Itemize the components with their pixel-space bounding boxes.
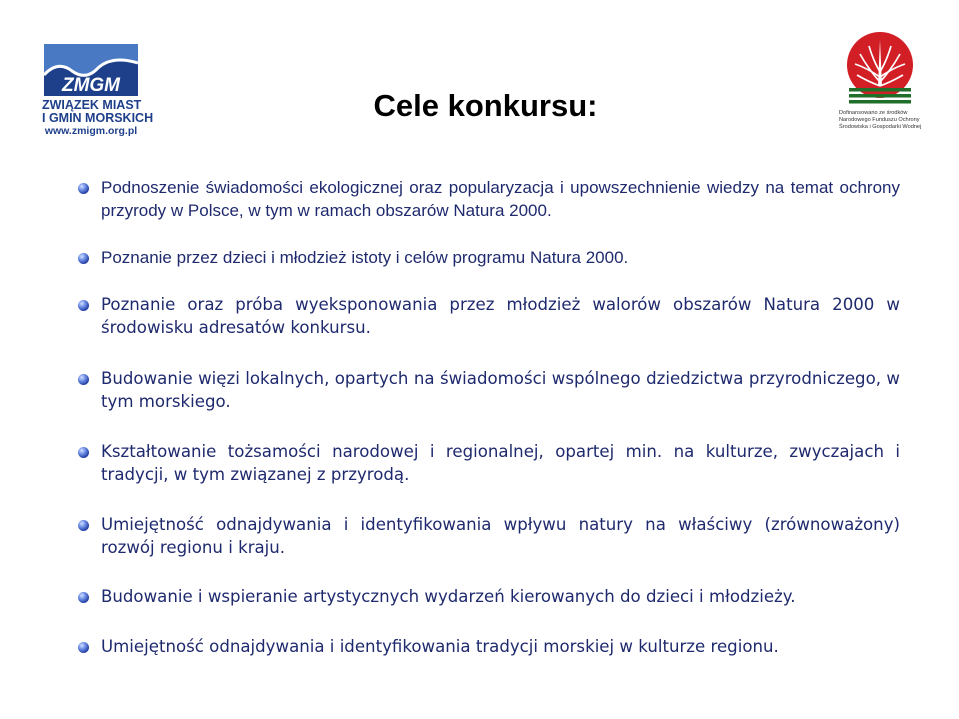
zmgm-acronym: ZMGM [61, 75, 121, 96]
zmgm-url: www.zmigm.org.pl [44, 125, 138, 137]
list-item-text: Budowanie więzi lokalnych, opartych na świadomości wspólnego dziedzictwa przyrodniczego, w tym morskiego. [101, 369, 900, 411]
list-item [78, 513, 900, 559]
list-item [78, 585, 900, 608]
list-item-text: Poznanie oraz próba wyeksponowania przez młodzież walorów obszarów Natura 2000 w środowisku adresatów konkursu. [101, 295, 900, 337]
list-item-text: Podnoszenie świadomości ekologicznej oraz popularyzacja i upowszechnienie wiedzy na temat ochrony przyrody w Polsce, w tym w ramach obszarów Natura 2000. [101, 178, 900, 220]
list-item [78, 440, 900, 486]
list-item [78, 367, 900, 413]
nfosigw-caption-line: Narodowego Funduszu Ochrony [839, 117, 920, 123]
list-item-text: Umiejętność odnajdywania i identyfikowania tradycji morskiej w kulturze regionu. [101, 637, 779, 656]
bullet-icon [78, 520, 89, 531]
nfosigw-caption-line: Środowiska i Gospodarki Wodnej [839, 124, 922, 130]
bullet-icon [78, 300, 89, 311]
bullet-icon [78, 183, 89, 194]
zmgm-name-line2: I GMIN MORSKICH [42, 111, 154, 125]
bullet-icon [78, 447, 89, 458]
list-item [78, 246, 900, 269]
bullet-icon [78, 253, 89, 264]
bullet-icon [78, 642, 89, 653]
list-item-text: Umiejętność odnajdywania i identyfikowania wpływu natury na właściwy (zrównoważony) rozwój regionu i kraju. [101, 515, 900, 557]
page-title: Cele konkursu: [373, 88, 598, 123]
bullet-icon [78, 592, 89, 603]
nfosigw-caption-line: Dofinansowano ze środków [839, 110, 908, 116]
list-item [78, 176, 900, 222]
list-item-text: Kształtowanie tożsamości narodowej i regionalnej, opartej min. na kulturze, zwyczajach i tradycji, w tym związanej z przyrodą. [101, 442, 900, 484]
zmgm-name-line1: ZWIĄZEK MIAST [42, 98, 142, 112]
bullet-icon [78, 374, 89, 385]
list-item [78, 293, 900, 339]
list-item-text: Poznanie przez dzieci i młodzież istoty i celów programu Natura 2000. [101, 248, 629, 267]
list-item [78, 635, 900, 658]
list-item-text: Budowanie i wspieranie artystycznych wydarzeń kierowanych do dzieci i młodzieży. [101, 587, 796, 606]
